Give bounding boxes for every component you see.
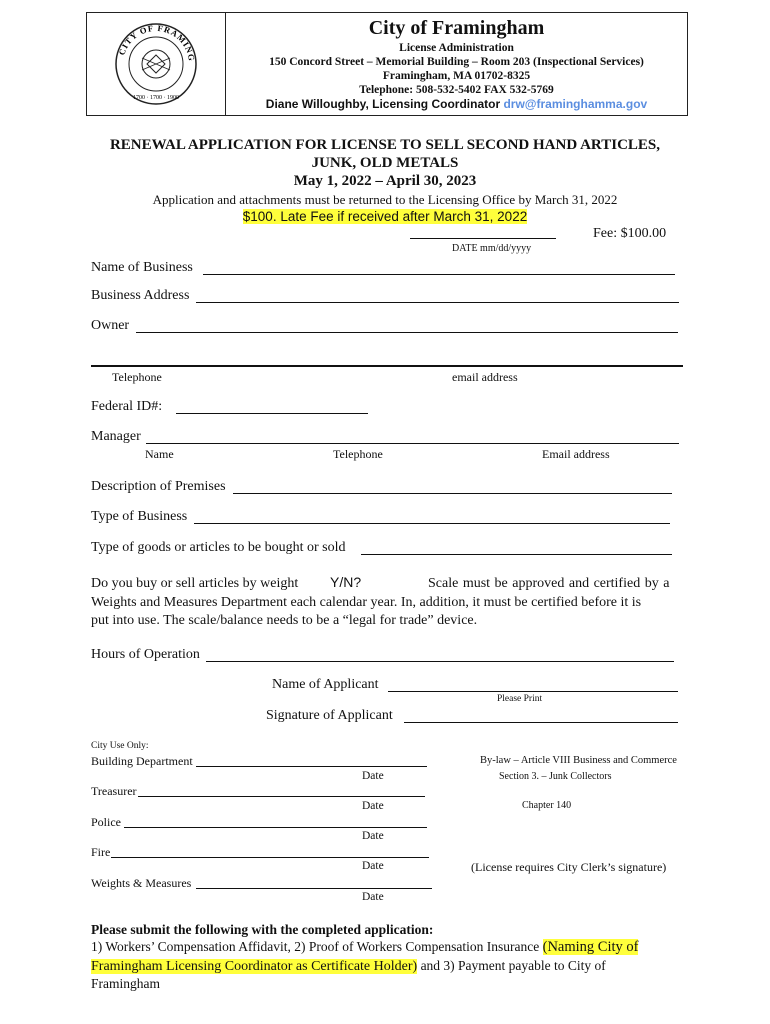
manager-email-label: Email address [542,447,610,461]
telephone-label: Telephone [112,370,162,384]
description-input[interactable] [233,493,672,494]
form-title-line1: RENEWAL APPLICATION FOR LICENSE TO SELL SECOND HAND ARTICLES, [109,137,661,153]
weights-measures-input[interactable] [196,888,432,889]
dept-address: 150 Concord Street – Memorial Building – Room 203 (Inspectional Services) [269,56,644,68]
city-use-heading: City Use Only: [91,741,149,751]
manager-label: Manager [91,429,141,444]
submit-text-2: and 3) Payment payable to City of [417,958,606,973]
city-name: City of Framingham [368,17,545,39]
city-seal-icon [87,13,225,115]
submit-line2 [91,958,606,975]
scale-text-2: Weights and Measures Department each calendar year. In, addition, it must be certified before it is [91,595,642,610]
police-input[interactable] [124,827,427,828]
date-input-line[interactable] [410,238,556,239]
bylaw-text: By-law – Article VIII Business and Commerce [480,755,677,766]
fire-label: Fire [91,845,111,859]
clerk-signature-note: (License requires City Clerk’s signature) [471,860,667,874]
manager-name-label: Name [145,447,174,461]
federal-id-input[interactable] [176,413,368,414]
weights-date-label: Date [362,891,384,903]
manager-input[interactable] [146,443,679,444]
building-dept-input[interactable] [196,766,427,767]
chapter-text: Chapter 140 [522,800,572,811]
submit-heading: Please submit the following with the completed application: [91,922,434,937]
contact-input-line[interactable] [91,365,683,367]
scale-text-1: Scale must be approved and certified by a [428,576,670,591]
submit-text-3: Framingham [91,976,160,991]
name-of-applicant-label: Name of Applicant [272,677,379,692]
signature-input[interactable] [404,722,678,723]
fire-date-label: Date [362,860,384,872]
city-seal [87,13,226,115]
police-date-label: Date [362,830,384,842]
submit-text-1: 1) Workers’ Compensation Affidavit, 2) Proof of Workers Compensation Insurance [91,939,540,954]
type-of-goods-label: Type of goods or articles to be bought or sold [91,540,346,555]
hours-input[interactable] [206,661,674,662]
owner-input[interactable] [136,332,678,333]
return-instructions: Application and attachments must be returned to the Licensing Office by March 31, 2022 [152,192,618,207]
submit-line1 [91,939,638,956]
weight-question: Do you buy or sell articles by weight [91,576,299,591]
federal-id-label: Federal ID#: [91,399,163,414]
type-of-business-input[interactable] [194,523,670,524]
hours-label: Hours of Operation [91,647,200,662]
please-print-label: Please Print [497,694,543,704]
type-of-goods-input[interactable] [361,554,672,555]
license-period: May 1, 2022 – April 30, 2023 [293,173,477,189]
signature-label: Signature of Applicant [266,708,393,723]
late-fee-notice: $100. Late Fee if received after March 31, 2022 [242,209,528,224]
manager-telephone-label: Telephone [333,447,383,461]
building-dept-label: Building Department [91,754,193,768]
name-of-business-input[interactable] [203,274,675,275]
form-title-line2: JUNK, OLD METALS [311,155,459,171]
fee-amount: Fee: $100.00 [593,226,667,241]
weights-measures-label: Weights & Measures [91,876,192,890]
name-of-business-label: Name of Business [91,260,193,275]
fire-input[interactable] [111,857,429,858]
owner-label: Owner [91,318,130,333]
treasurer-label: Treasurer [91,784,137,798]
treasurer-date-label: Date [362,800,384,812]
description-label: Description of Premises [91,479,226,494]
section-text: Section 3. – Junk Collectors [499,771,612,782]
submit-highlight-1: (Naming City of [542,939,639,955]
seal-text: CITY OF FRAMING [116,22,198,63]
name-of-applicant-input[interactable] [388,691,678,692]
business-address-input[interactable] [196,302,679,303]
seal-years: 1700 · 1700 · 1900 [133,95,179,101]
type-of-business-label: Type of Business [91,509,188,524]
city-state-zip: Framingham, MA 01702-8325 [382,70,531,82]
email-address-label: email address [452,370,518,384]
scale-text-3: put into use. The scale/balance needs to be a “legal for trade” device. [91,613,478,628]
dept-name: License Administration [399,42,514,54]
police-label: Police [91,815,121,829]
svg-text:CITY OF FRAMINGHAM [87,13,197,62]
submit-highlight-2: Framingham Licensing Coordinator as Certificate Holder) [91,959,418,974]
letterhead [86,12,688,116]
coordinator-name: Diane Willoughby, Licensing Coordinator [265,97,501,111]
date-format-label: DATE mm/dd/yyyy [452,243,532,254]
phone-fax: Telephone: 508-532-5402 FAX 532-5769 [359,84,554,96]
treasurer-input[interactable] [138,796,425,797]
yn-input[interactable]: Y/N? [330,574,362,590]
coordinator-email[interactable]: drw@framinghamma.gov [503,97,648,111]
building-date-label: Date [362,770,384,782]
business-address-label: Business Address [91,288,190,303]
